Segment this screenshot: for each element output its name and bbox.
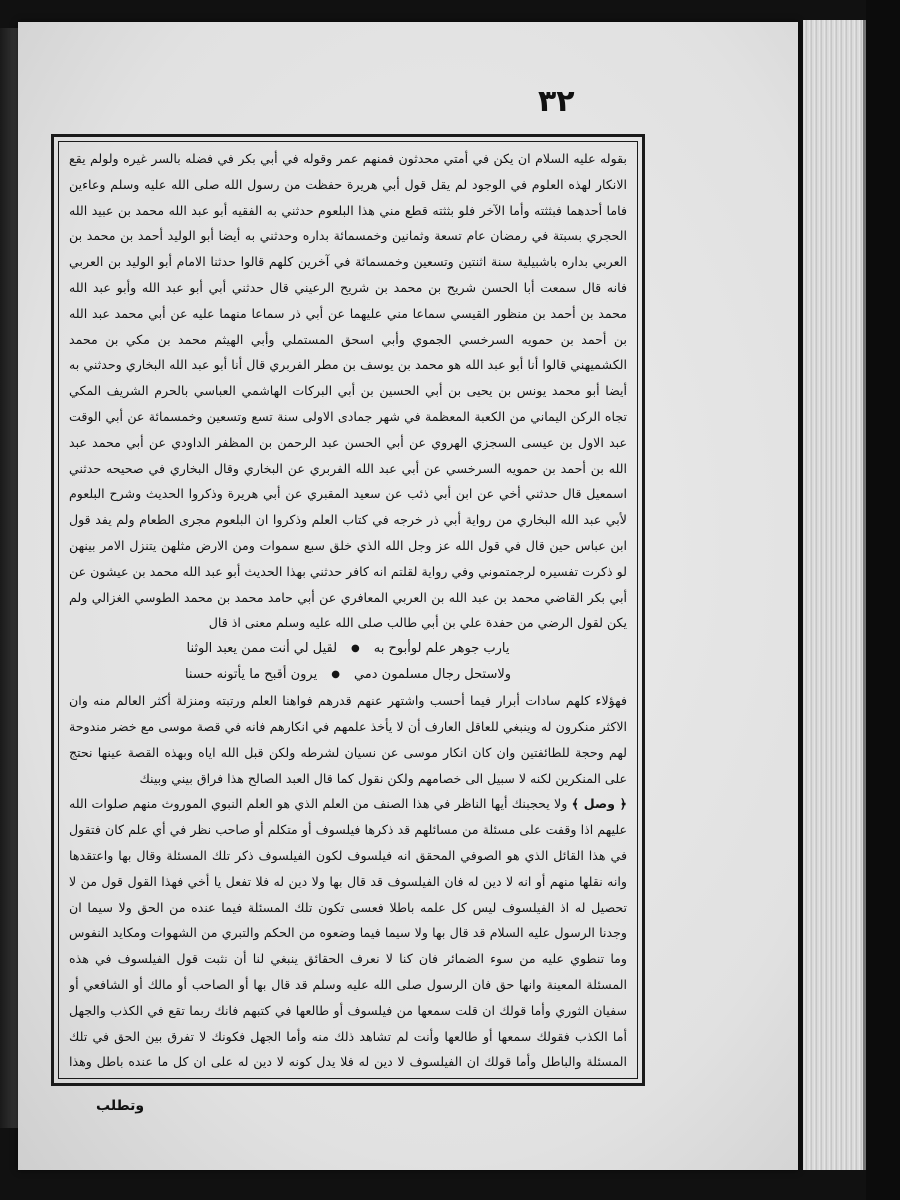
verse-separator: ● (351, 643, 360, 655)
verse-line-1 (69, 636, 627, 662)
text-frame-inner (58, 141, 638, 1079)
page-number: ٣٢ (538, 84, 575, 119)
paragraph-3-text: ولا يحجبنك أيها الناظر في هذا الصنف من العلم الذي هو العلم النبوي الموروث منهم صلوات الله عليهم اذا وقفت على مسئلة من مسائلهم قد ذكرها فيلسوف أو متكلم أو صاحب نظر في أي علم كان فتقول في هذا القائل الذي هو الصوفي المحقق انه فيلسوف لكون الفيلسوف ذكر تلك المسئلة وقال بها واعتقدها وانه نقلها منهم أو انه لا دين له فان الفيلسوف قد قال بها ولا دين له فلا تفعل يا أخي فهذا القول قول من لا تحصيل له اذ الفيلسوف ليس كل علمه باطلا فعسى تكون تلك المسئلة فيما عنده من الحق ولا سيما ان وجدنا الرسول عليه السلام قد قال بها ولا سيما فيما وضعوه من الحكم والتبري من الشهوات ومكايد النفوس وما تنطوي عليه من سوء الضمائر فان كنا لا نعرف الحقائق ينبغي لنا أن نثبت قول الفيلسوف في هذه المسئلة المعينة وانها حق فان الرسول صلى الله عليه وسلم قد قال بها أو الصاحب أو مالك أو الشافعي أو سفيان الثوري وأما قولك ان قلت سمعها من فيلسوف أو طالعها في كتبهم فانك ربما تقع في الكذب والجهل أما الكذب فقولك سمعها أو طالعها وأنت لم تشاهد ذلك منه وأما الجهل فكونك لا تفرق بين الحق في تلك المسئلة والباطل وأما قولك ان الفيلسوف لا دين له فلا يدل كونه لا دين له على ان كل ما عنده باطل وهذا (69, 796, 627, 1070)
verse-1-first-hemistich: يارب جوهر علم لوأبوح به (373, 641, 510, 657)
catchword: وتطلب (96, 1098, 145, 1114)
page-shadow-left (0, 28, 20, 1128)
binding-right (866, 0, 900, 1200)
book-page-edges (803, 20, 866, 1170)
verse-line-2 (69, 662, 627, 688)
paragraph-2: فهؤلاء كلهم سادات أبرار فيما أحسب واشتهر عنهم قدرهم فواهنا العلم ورتبته ومنزلة أكثر العالم منه وان الاكثر منكرون له وينبغي للعاقل العارف أن لا يأخذ علمهم في انكارهم فانه في قصة موسى مع خضر مندوحة لهم وحجة للطائفتين وان كان انكار موسى عن نسيان لشرطه ولكن قبل الله اياه وبهذه القصة عينها نحتج على المنكرين لكنه لا سبيل الى خصامهم ولكن نقول كما قال العبد الصالح هذا فراق بيني وبينك (69, 693, 627, 786)
text-body (69, 146, 627, 1074)
verse-separator: ● (331, 669, 340, 681)
book-page (18, 22, 798, 1170)
verse-2-first-hemistich: ولاستحل رجال مسلمون دمي (353, 667, 512, 683)
verse-2-second-hemistich: يرون أقبح ما يأتونه حسنا (184, 667, 318, 683)
text-frame (51, 134, 645, 1086)
verse-1-second-hemistich: لقيل لي أنت ممن يعبد الوثنا (186, 641, 338, 657)
paragraph-1: بقوله عليه السلام ان يكن في أمتي محدثون فمنهم عمر وقوله في أبي بكر في فضله بالسر غيره ولولم يقع الانكار لهذه العلوم في الوجود لم يقل قول أبي هريرة حفظت من رسول الله صلى الله عليه وسلم وعاءين فاما أحدهما فبثثته وأما الآخر فلو بثثته قطع مني هذا البلعوم حدثني به الفقيه أبو عبد الله محمد بن عبيد الله الحجري بسبتة في رمضان عام تسعة وثمانين وخمسمائة بداره وحدثني به أيضا أبو الوليد أحمد بن محمد بن العربي بداره باشبيلية سنة اثنتين وتسعين وخمسمائة في آخرين كلهم قالوا حدثنا الامام أبو الوليد بن العربي فانه قال سمعت أبا الحسن شريح بن محمد بن شريح الرعيني قال حدثني أبي أبو عبد الله وأبو عبد الله محمد بن أحمد بن منظور القيسي سماعا مني عليهما عن أبي ذر سماعا منهما عليه عن أبي محمد عبد الله بن أحمد بن حمويه السرخسي الجموي وأبي اسحق المستملي وأبي الهيثم محمد بن مكي بن محمد الكشميهني قالوا أنا أبو عبد الله هو محمد بن يوسف بن مطر الفربري قال أنا أبو عبد الله البخاري وحدثني به أيضا أبو محمد يونس بن يحيى بن أبي الحسين بن أبي البركات الهاشمي العباسي بالحرم الشريف المكي تجاه الركن اليماني من الكعبة المعظمة في شهر جمادى الاولى سنة تسع وتسعين وخمسمائة عن أبي الوقت عبد الاول بن عيسى السجزي الهروي عن أبي الحسن عبد الرحمن بن المظفر الداودي عن أبي محمد عبد الله بن أحمد بن حمويه السرخسي عن أبي عبد الله الفربري عن البخاري وقال البخاري في صحيحه حدثني اسمعيل قال حدثني أخي عن ابن أبي ذئب عن سعيد المقبري عن أبي هريرة وذكروا الحديث وشرح البلعوم لأبي عبد الله البخاري من رواية أبي ذر خرجه في كتاب العلم وذكروا ان البلعوم مجرى الطعام ولم يفد قول ابن عباس حين قال في قول الله عز وجل الله الذي خلق سبع سموات ومن الارض مثلهن يتنزل الامر بينهن لو ذكرت تفسيره لرجمتموني وفي رواية لقلتم انه كافر حدثني بهذا الحديث أبو عبد الله محمد بن عيشون عن أبي بكر القاضي محمد بن عبد الله بن العربي المعافري عن أبي حامد محمد بن محمد الطوسي الغزالي ولم يكن لقول الرضي من حفدة علي بن أبي طالب صلى الله عليه وسلم معنى اذ قال (69, 151, 627, 631)
section-heading-wasl: ﴿ وصل ﴾ (571, 796, 627, 812)
paragraph-3 (69, 791, 627, 1074)
